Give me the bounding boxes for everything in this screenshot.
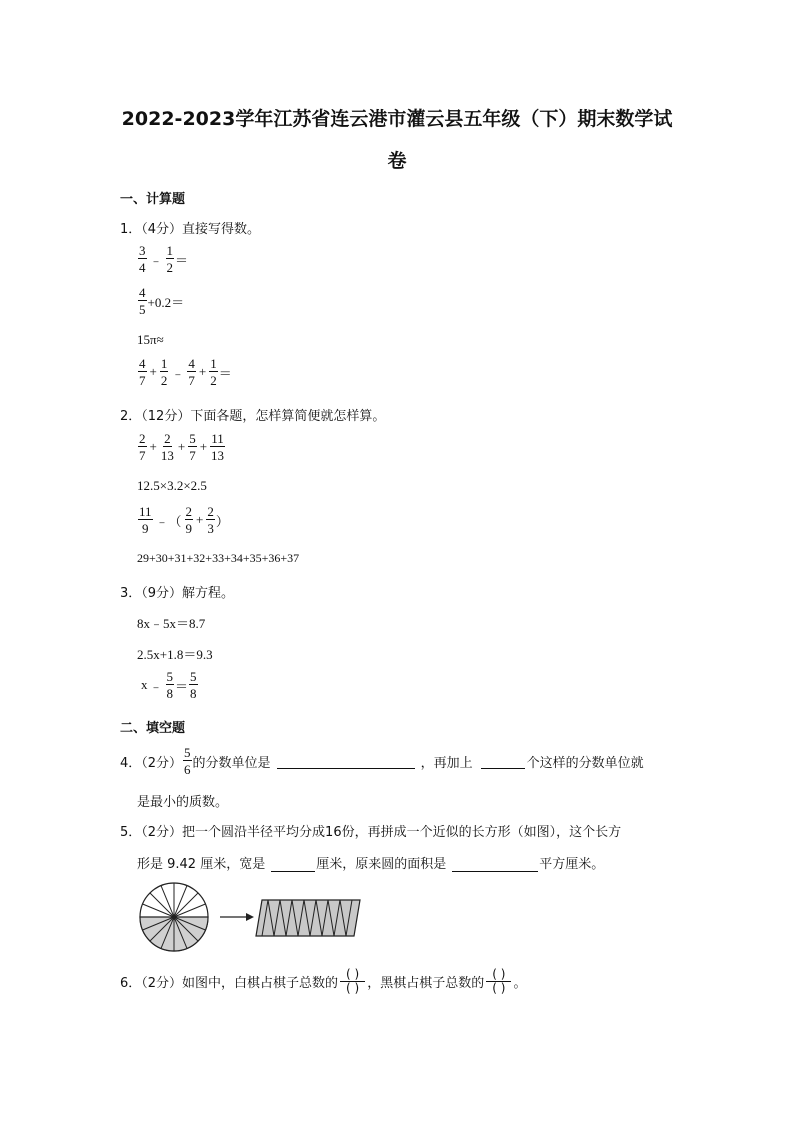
q3-header: 3．（9分）解方程。: [120, 586, 235, 601]
fraction: $\frac{3}{4}$: [139, 243, 146, 275]
q2-expr4: 29+30+31+32+33+34+35+36+37: [137, 551, 300, 565]
fraction: $\frac{1}{2}$: [166, 243, 174, 275]
q3-equation3: x ﹣ $\frac{5}{8}$ ＝ $\frac{5}{8}$: [141, 669, 197, 701]
fraction: $\frac{11}{13}$: [211, 431, 225, 463]
fraction: $\frac{5}{7}$: [189, 431, 196, 463]
answer-blank[interactable]: [271, 857, 315, 872]
fraction: $\frac{5}{6}$: [184, 745, 191, 777]
paper-title-line2: 卷: [387, 150, 407, 172]
q2-expr2: 12.5×3.2×2.5: [137, 478, 207, 493]
q3-equation2: 2.5x+1.8＝9.3: [137, 647, 213, 662]
circle-to-rectangle-figure: [136, 882, 386, 956]
q2-expr1: $\frac{2}{7}$ + $\frac{2}{13}$ + $\frac{5}{7}$ + $\frac{11}{13}$: [139, 431, 225, 463]
fraction: $\frac{11}{9}$: [139, 504, 152, 536]
answer-fraction-blank[interactable]: ( ) ( ): [340, 968, 365, 994]
section-fill-heading: 二、填空题: [120, 721, 186, 736]
fraction: $\frac{2}{13}$: [160, 431, 174, 463]
q4-line2: 是最小的质数。: [137, 795, 229, 810]
fraction: $\frac{2}{3}$: [207, 504, 214, 536]
section-calc-heading: 一、计算题: [120, 192, 186, 207]
fraction: $\frac{5}{8}$: [190, 669, 197, 701]
answer-blank[interactable]: [452, 857, 538, 872]
fraction: $\frac{1}{2}$: [210, 356, 217, 388]
fraction: $\frac{5}{8}$: [166, 669, 174, 701]
answer-blank[interactable]: [277, 754, 415, 769]
sector-circle: [140, 883, 208, 951]
q5-line1: 5．（2分）把一个圆沿半径平均分成16份，再拼成一个近似的长方形（如图），这个长方: [120, 825, 622, 840]
q2-expr3: $\frac{11}{9}$ ﹣（ $\frac{2}{9}$ + $\frac{2}{3}$ ）: [139, 504, 229, 536]
q4-line1: 4．（2分） $\frac{5}{6}$ 的分数单位是 ，再加上 个这样的分数单位就: [120, 745, 644, 777]
approx-rectangle: [256, 900, 360, 936]
fraction: $\frac{1}{2}$: [160, 356, 168, 388]
fraction: $\frac{4}{5}$: [139, 285, 146, 317]
fraction: $\frac{2}{7}$: [139, 431, 146, 463]
q3-equation1: 8x﹣5x＝8.7: [137, 616, 206, 631]
q1-header: 1．（4分）直接写得数。: [120, 222, 261, 237]
q6-line: 6．（2分）如图中，白棋占棋子总数的 ( ) ( ) ，黑棋占棋子总数的 ( ) ( ) 。: [120, 967, 527, 995]
q1-expr2: $\frac{4}{5}$ +0.2＝: [139, 285, 185, 317]
answer-blank[interactable]: [481, 754, 525, 769]
arrow-right-icon: [220, 913, 254, 921]
paper-title-line1: 2022-2023学年江苏省连云港市灌云县五年级（下）期末数学试: [121, 108, 673, 130]
answer-fraction-blank[interactable]: ( ) ( ): [486, 968, 511, 994]
q1-expr1: $\frac{3}{4}$ ﹣ $\frac{1}{2}$ ＝: [139, 243, 189, 275]
q1-expr4: $\frac{4}{7}$ + $\frac{1}{2}$ ﹣ $\frac{4}{7}$ + $\frac{1}{2}$ ＝: [139, 356, 232, 388]
fraction: $\frac{4}{7}$: [139, 356, 146, 388]
q1-expr3: 15π≈: [137, 332, 164, 347]
q5-line2: 形是 9.42 厘米，宽是 厘米，原来圆的面积是 平方厘米。: [137, 857, 605, 872]
fraction: $\frac{4}{7}$: [188, 356, 195, 388]
q2-header: 2．（12分）下面各题，怎样算简便就怎样算。: [120, 409, 386, 424]
fraction: $\frac{2}{9}$: [185, 504, 193, 536]
